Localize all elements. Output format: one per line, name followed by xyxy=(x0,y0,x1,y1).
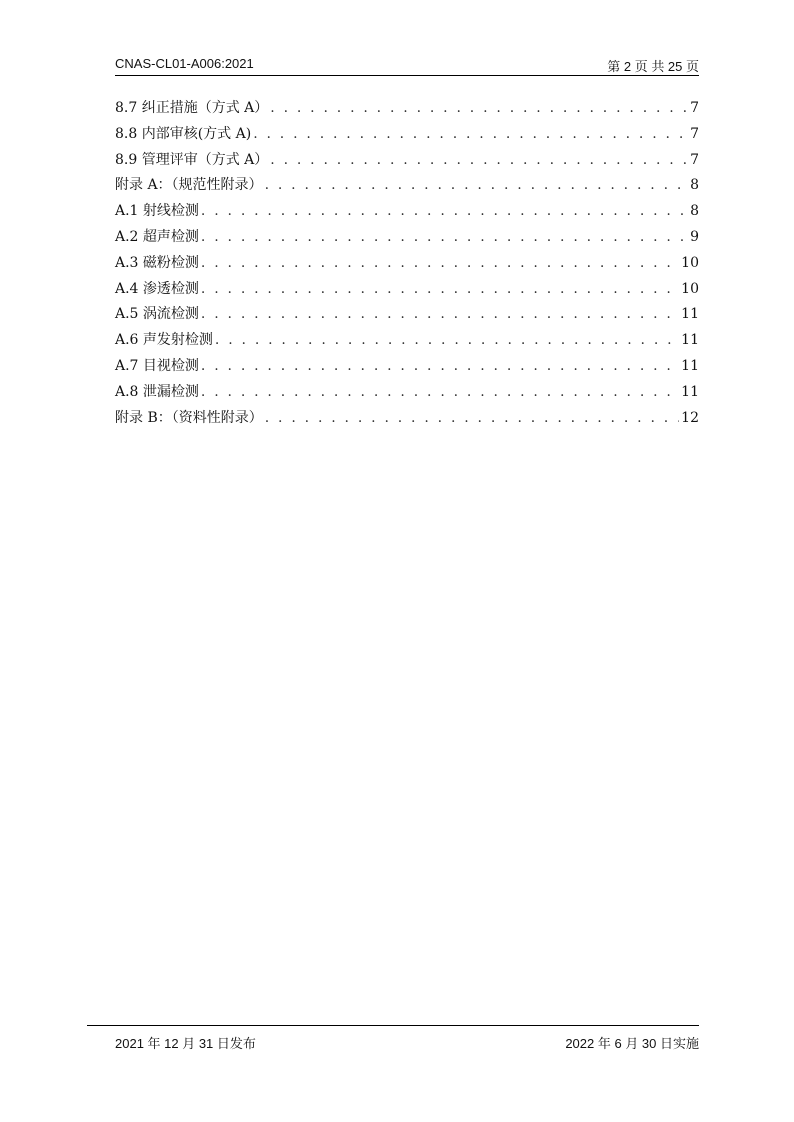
toc-entry-a-2[interactable] xyxy=(115,227,699,253)
toc-dot-leader xyxy=(265,175,689,195)
toc-entry-title: 附录 B：（资料性附录） xyxy=(115,409,263,426)
toc-entry-page: 8 xyxy=(690,203,699,220)
document-code: CNAS-CL01-A006:2021 xyxy=(115,56,254,71)
toc-entry-a-4[interactable] xyxy=(115,279,699,305)
toc-entry-title: A.5 涡流检测 xyxy=(115,306,199,323)
toc-entry-page: 11 xyxy=(681,306,699,323)
toc-dot-leader xyxy=(201,304,679,324)
page-number-info: 第 2 页 共 25 页 xyxy=(607,59,699,74)
toc-entry-appendix-a[interactable] xyxy=(115,175,699,201)
toc-entry-a-3[interactable] xyxy=(115,253,699,279)
toc-entry-title: A.2 超声检测 xyxy=(115,228,199,245)
toc-entry-page: 11 xyxy=(681,357,699,374)
toc-dot-leader xyxy=(270,98,688,118)
toc-dot-leader xyxy=(201,227,688,247)
toc-dot-leader xyxy=(265,408,679,428)
toc-entry-page: 7 xyxy=(690,100,699,116)
toc-entry-page: 7 xyxy=(690,151,699,168)
toc-entry-title: 8.8 内部审核(方式 A) xyxy=(115,125,252,142)
toc-dot-leader xyxy=(201,382,679,402)
toc-entry-title: A.8 泄漏检测 xyxy=(115,383,199,400)
toc-entry-a-7[interactable] xyxy=(115,356,699,382)
toc-entry-title: 8.9 管理评审（方式 A） xyxy=(115,151,269,168)
toc-entry-title: 8.7 纠正措施（方式 A） xyxy=(115,100,269,116)
toc-dot-leader xyxy=(253,124,688,144)
toc-entry-title: 附录 A：（规范性附录） xyxy=(115,177,263,194)
toc-entry-page: 10 xyxy=(681,254,699,271)
toc-dot-leader xyxy=(201,253,679,273)
page-header xyxy=(115,56,699,76)
toc-entry-title: A.1 射线检测 xyxy=(115,203,199,220)
toc-dot-leader xyxy=(215,330,679,350)
toc-entry-page: 12 xyxy=(681,409,699,426)
toc-entry-title: A.4 渗透检测 xyxy=(115,280,199,297)
page-footer xyxy=(115,1033,699,1053)
toc-entry-8-9[interactable] xyxy=(115,150,699,176)
toc-dot-leader xyxy=(201,356,679,376)
toc-dot-leader xyxy=(270,150,688,170)
toc-entry-page: 8 xyxy=(690,177,699,194)
toc-entry-a-8[interactable] xyxy=(115,382,699,408)
toc-entry-a-6[interactable] xyxy=(115,330,699,356)
toc-dot-leader xyxy=(201,279,679,299)
toc-entry-page: 7 xyxy=(690,125,699,142)
toc-entry-title: A.3 磁粉检测 xyxy=(115,254,199,271)
toc-entry-appendix-b[interactable] xyxy=(115,408,699,434)
effective-date: 2022 年 6 月 30 日实施 xyxy=(565,1036,699,1051)
toc-entry-page: 9 xyxy=(690,228,699,245)
footer-divider xyxy=(87,1025,699,1026)
toc-entry-page: 11 xyxy=(681,332,699,349)
issue-date: 2021 年 12 月 31 日发布 xyxy=(115,1036,256,1051)
toc-entry-title: A.7 目视检测 xyxy=(115,357,199,374)
toc-entry-8-8[interactable] xyxy=(115,124,699,150)
toc-dot-leader xyxy=(201,201,688,221)
toc-entry-title: A.6 声发射检测 xyxy=(115,332,213,349)
toc-entry-a-5[interactable] xyxy=(115,304,699,330)
toc-entry-a-1[interactable] xyxy=(115,201,699,227)
toc-entry-8-7[interactable] xyxy=(115,98,699,124)
toc-entry-page: 11 xyxy=(681,383,699,400)
header-divider xyxy=(115,75,699,76)
table-of-contents xyxy=(115,98,699,433)
toc-entry-page: 10 xyxy=(681,280,699,297)
